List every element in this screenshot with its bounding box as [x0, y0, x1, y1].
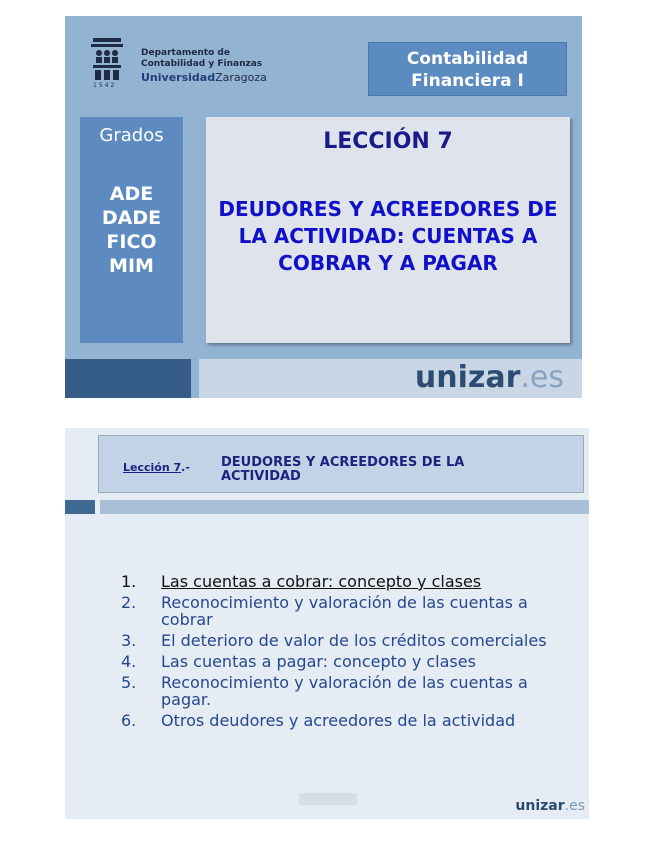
index-slide — [65, 428, 589, 819]
grado-item: ADE — [109, 183, 154, 205]
toc-number: 4. — [121, 652, 137, 671]
toc-text: Reconocimiento y valoración de las cuentas a cobrar — [161, 593, 528, 629]
department-line1: Departamento de — [141, 48, 230, 58]
grados-list — [80, 182, 183, 278]
toc-number: 1. — [121, 572, 137, 591]
toc-number: 5. — [121, 673, 137, 692]
lesson-panel — [206, 117, 570, 343]
lesson-label — [123, 461, 190, 474]
toc-item-current — [121, 573, 561, 590]
unizar-brand — [415, 360, 564, 395]
toc-item — [121, 674, 561, 708]
brand-main: unizar — [414, 360, 521, 395]
grados-title: Grados — [99, 125, 164, 146]
toc-item — [121, 653, 561, 670]
lesson-number: LECCIÓN 7 — [323, 129, 453, 154]
toc-number: 2. — [121, 593, 137, 612]
footer-bar-light — [199, 359, 582, 398]
brand-suffix: .es — [520, 360, 564, 395]
lesson-label-sep: .- — [181, 461, 190, 474]
toc-text: Las cuentas a pagar: concepto y clases — [161, 652, 476, 671]
toc-item — [121, 712, 561, 729]
table-of-contents — [121, 573, 561, 733]
city-word: Zaragoza — [215, 71, 267, 84]
lesson-label-text: Lección 7 — [123, 461, 182, 474]
divider-light — [100, 500, 589, 514]
grados-panel — [80, 117, 183, 343]
logo-text — [141, 48, 267, 85]
unizar-brand-small — [515, 798, 585, 814]
course-title: Contabilidad Financiera I — [368, 42, 567, 96]
brand-suffix: .es — [564, 798, 585, 814]
logo-year: 1542 — [93, 82, 117, 89]
university-name — [141, 71, 267, 85]
toc-item — [121, 594, 561, 628]
toc-text: Reconocimiento y valoración de las cuentas a pagar. — [161, 673, 528, 709]
toc-text: Las cuentas a cobrar: concepto y clases — [161, 572, 482, 591]
toc-text: El deterioro de valor de los créditos comerciales — [161, 631, 547, 650]
brand-main: unizar — [515, 798, 565, 814]
slide-header — [98, 435, 584, 493]
toc-text: Otros deudores y acreedores de la actividad — [161, 711, 516, 730]
header-title: DEUDORES Y ACREEDORES DE LA ACTIVIDAD — [221, 455, 465, 484]
lesson-title: DEUDORES Y ACREEDORES DE LA ACTIVIDAD: CUENTAS A COBRAR Y A PAGAR — [218, 197, 558, 275]
university-logo — [85, 36, 285, 94]
department-line2: Contabilidad y Finanzas — [141, 59, 263, 69]
grado-item: DADE — [101, 207, 162, 229]
divider-dark — [65, 500, 95, 514]
toc-number: 6. — [121, 711, 137, 730]
toc-item — [121, 632, 561, 649]
university-word: Universidad — [141, 71, 216, 84]
grado-item: MIM — [109, 255, 154, 277]
footer-bar-dark — [65, 359, 191, 398]
grado-item: FICO — [106, 231, 157, 253]
title-slide — [65, 16, 582, 398]
toc-number: 3. — [121, 631, 137, 650]
page-number-pill — [299, 793, 357, 805]
